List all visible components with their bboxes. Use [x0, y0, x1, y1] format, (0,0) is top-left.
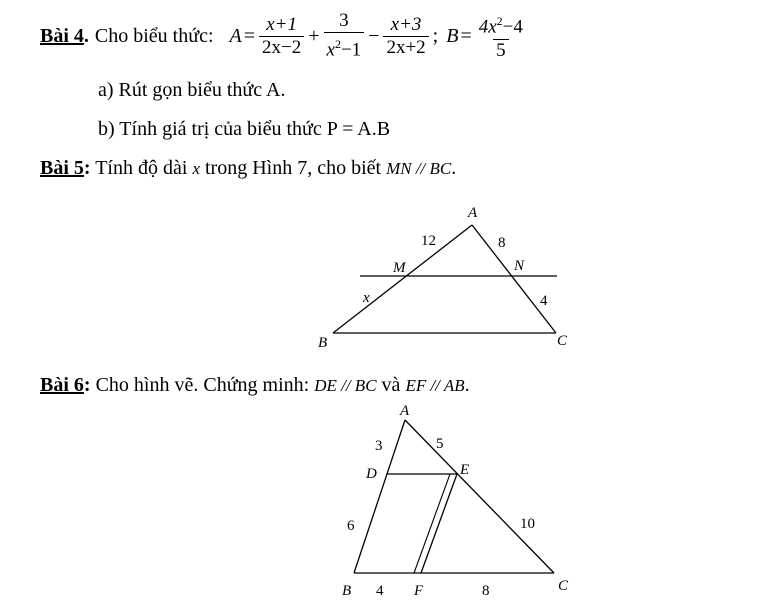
equals-sign-b: = — [460, 24, 472, 47]
line-ab — [333, 225, 472, 333]
bai6-cond1: DE // BC — [314, 376, 377, 395]
label-B-fig8: B — [342, 583, 352, 599]
minus-sign: − — [368, 24, 380, 47]
label-E: E — [460, 462, 470, 478]
bai4-label: Bài 4 — [40, 24, 84, 47]
fraction-b-denominator: 5 — [493, 39, 509, 62]
fraction-1-numerator: x+1 — [266, 13, 297, 35]
fraction-3 — [383, 14, 428, 59]
label-F: F — [414, 583, 424, 599]
fraction-b-num-rest: −4 — [502, 16, 523, 38]
bai5-condition: MN // BC — [386, 159, 452, 178]
semicolon: ; — [432, 24, 439, 47]
label-db-6: 6 — [347, 518, 355, 534]
line-ac — [472, 225, 556, 333]
fraction-b — [476, 10, 526, 61]
fraction-2-den-rest: −1 — [340, 39, 362, 61]
var-B: B — [446, 24, 459, 47]
bai4-period: . — [83, 24, 89, 47]
bai5-text-after: trong Hình 7, cho biết — [204, 157, 382, 179]
label-D: D — [366, 466, 377, 482]
fraction-2-den-base: x — [326, 39, 335, 61]
fraction-b-num-coef: 4x — [478, 16, 497, 38]
bai6-end: . — [464, 374, 470, 396]
label-C: C — [557, 333, 568, 349]
label-fc-8: 8 — [482, 583, 490, 599]
bai4-intro: Cho biểu thức: — [94, 24, 214, 47]
fraction-3-denominator: 2x+2 — [383, 36, 428, 59]
figure-7 — [300, 195, 590, 355]
bai6-cond2: EF // AB — [405, 376, 465, 395]
bai6-colon: : — [83, 374, 91, 396]
bai5-colon: : — [83, 157, 91, 179]
label-A: A — [468, 205, 478, 221]
fraction-b-numerator — [476, 10, 526, 38]
label-M: M — [393, 260, 406, 276]
label-ec-10: 10 — [520, 516, 535, 532]
line-ef — [421, 474, 457, 573]
label-nc-4: 4 — [540, 293, 548, 309]
label-C-fig8: C — [558, 578, 569, 594]
figure-8 — [330, 398, 590, 608]
bai5-end: . — [451, 157, 457, 179]
label-bf-4: 4 — [376, 583, 384, 599]
fraction-2-denominator — [324, 32, 365, 61]
label-x: x — [363, 290, 370, 306]
label-A-fig8: A — [400, 403, 410, 419]
fraction-1-denominator: 2x−2 — [259, 36, 304, 59]
fraction-3-numerator: x+3 — [390, 13, 422, 35]
bai5-line — [40, 157, 456, 180]
line-ac-fig8 — [405, 420, 554, 573]
fraction-1 — [259, 14, 304, 59]
label-B: B — [318, 335, 328, 351]
bai4-part-a: a) Rút gọn biểu thức A. — [98, 79, 286, 101]
bai5-var-x: x — [192, 159, 200, 178]
bai6-and: và — [381, 374, 401, 396]
bai5-text-before: Tính độ dài — [95, 157, 188, 179]
bai4-part-b: b) Tính giá trị của biểu thức P = A.B — [98, 118, 391, 140]
fraction-2 — [324, 10, 365, 61]
label-ad-3: 3 — [375, 438, 383, 454]
fraction-b-num-exponent: 2 — [496, 14, 503, 29]
label-N: N — [514, 258, 525, 274]
label-an-8: 8 — [498, 235, 506, 251]
label-ae-5: 5 — [436, 436, 444, 452]
bai5-label: Bài 5 — [40, 157, 84, 179]
bai6-line — [40, 374, 470, 397]
label-am-12: 12 — [421, 233, 436, 249]
bai6-label: Bài 6 — [40, 374, 84, 396]
fraction-2-numerator: 3 — [339, 10, 349, 32]
bai6-text: Cho hình vẽ. Chứng minh: — [95, 374, 310, 396]
fraction-2-den-exponent: 2 — [334, 37, 341, 52]
plus-sign: + — [308, 24, 320, 47]
line-ef-double — [414, 474, 450, 573]
var-A: A — [229, 24, 242, 47]
bai4-line — [40, 10, 528, 62]
equals-sign: = — [243, 24, 256, 47]
